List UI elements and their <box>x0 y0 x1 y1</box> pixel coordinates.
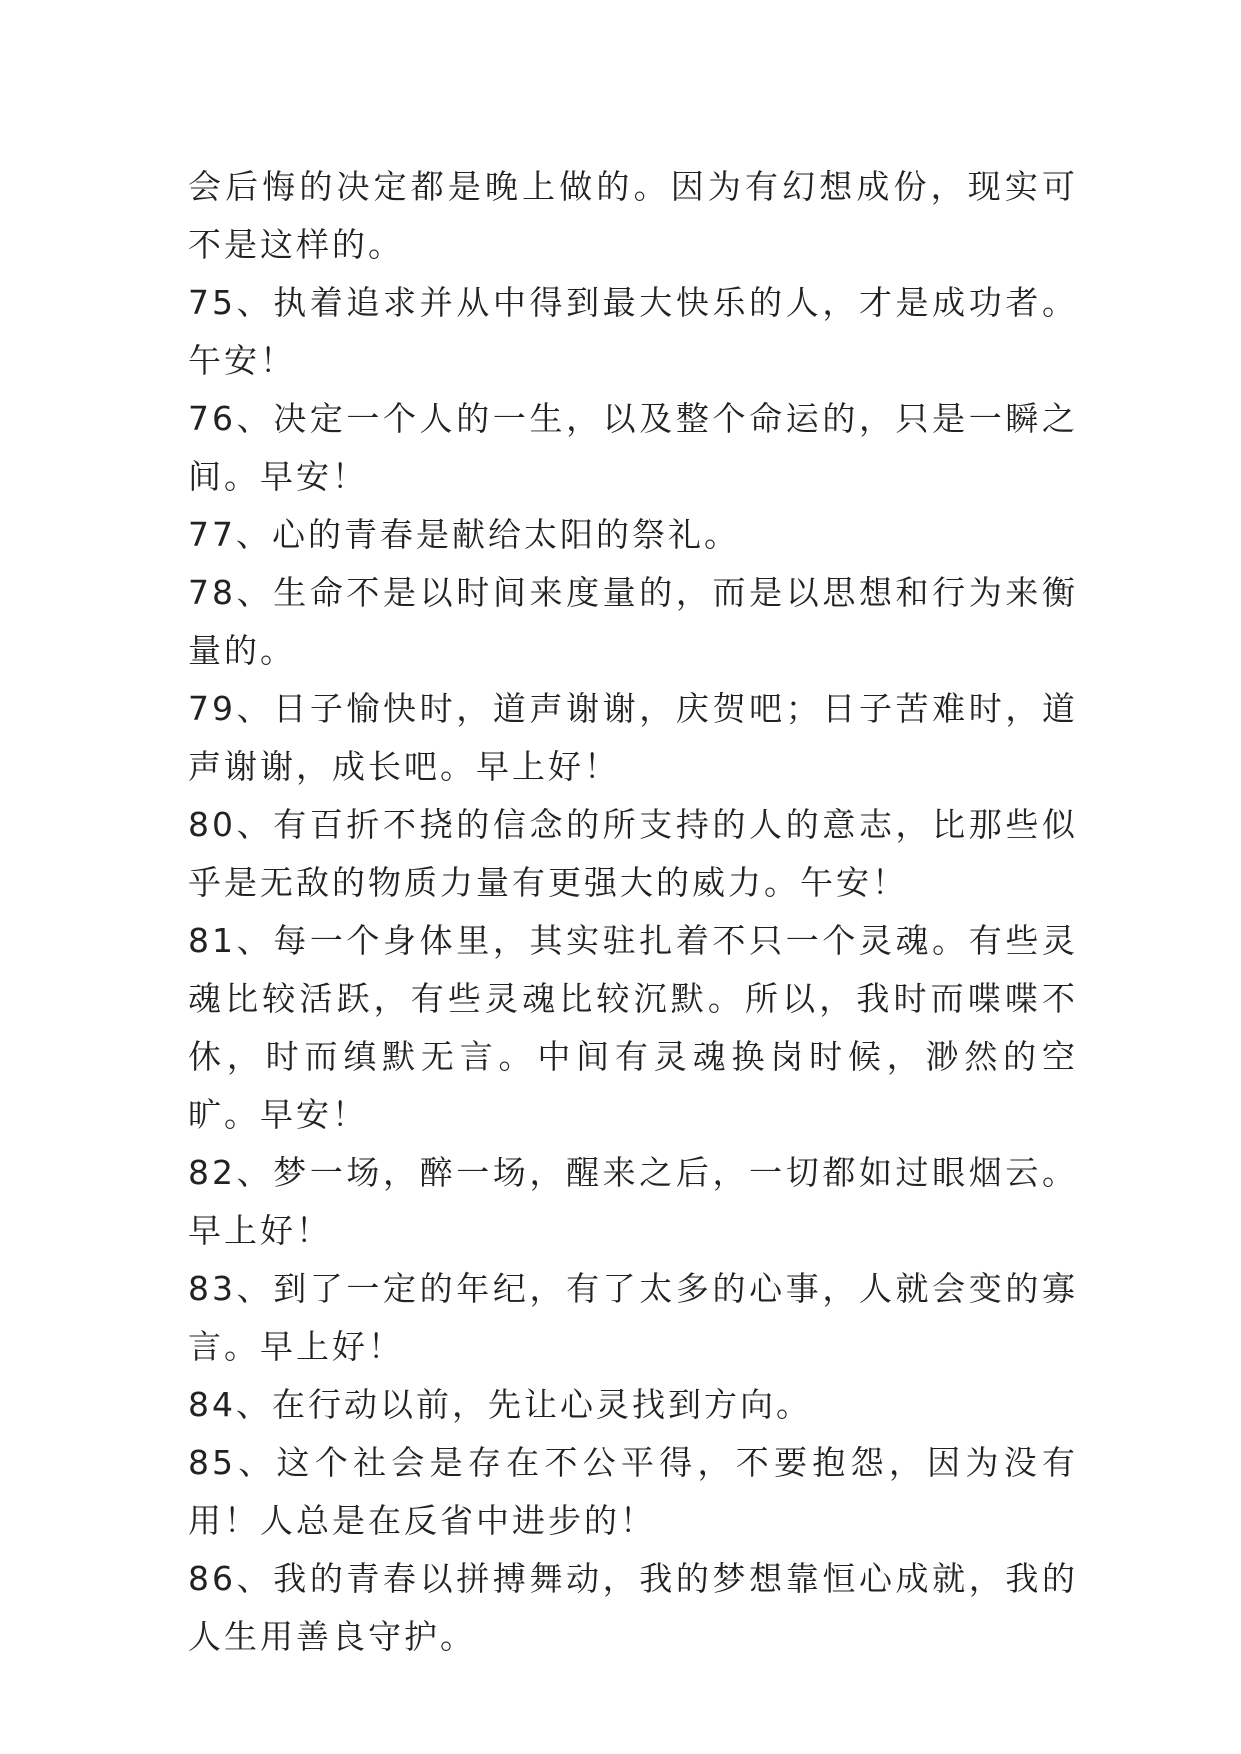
paragraph-continuation: 会后悔的决定都是晚上做的。因为有幻想成份，现实可不是这样的。 <box>188 167 1078 264</box>
quote-75: 75、执着追求并从中得到最大快乐的人，才是成功者。午安！ <box>188 283 1078 380</box>
quote-81: 81、每一个身体里，其实驻扎着不只一个灵魂。有些灵魂比较活跃，有些灵魂比较沉默。所以，我时而喋喋不休，时而缜默无言。中间有灵魂换岗时候，渺然的空旷。早安！ <box>188 921 1078 1134</box>
quote-78: 78、生命不是以时间来度量的，而是以思想和行为来衡量的。 <box>188 573 1078 670</box>
quote-86: 86、我的青春以拼搏舞动，我的梦想靠恒心成就，我的人生用善良守护。 <box>188 1559 1078 1656</box>
quote-76: 76、决定一个人的一生，以及整个命运的，只是一瞬之间。早安！ <box>188 399 1078 496</box>
quote-82: 82、梦一场，醉一场，醒来之后，一切都如过眼烟云。早上好！ <box>188 1153 1078 1250</box>
quote-83: 83、到了一定的年纪，有了太多的心事，人就会变的寡言。早上好！ <box>188 1269 1078 1366</box>
quote-77: 77、心的青春是献给太阳的祭礼。 <box>188 515 740 554</box>
quote-80: 80、有百折不挠的信念的所支持的人的意志，比那些似乎是无敌的物质力量有更强大的威力。午安！ <box>188 805 1078 902</box>
document-body <box>188 158 1078 1666</box>
quote-85: 85、这个社会是存在不公平得，不要抱怨，因为没有用！人总是在反省中进步的！ <box>188 1443 1078 1540</box>
quote-84: 84、在行动以前，先让心灵找到方向。 <box>188 1385 812 1424</box>
quote-79: 79、日子愉快时，道声谢谢，庆贺吧；日子苦难时，道声谢谢，成长吧。早上好！ <box>188 689 1078 786</box>
